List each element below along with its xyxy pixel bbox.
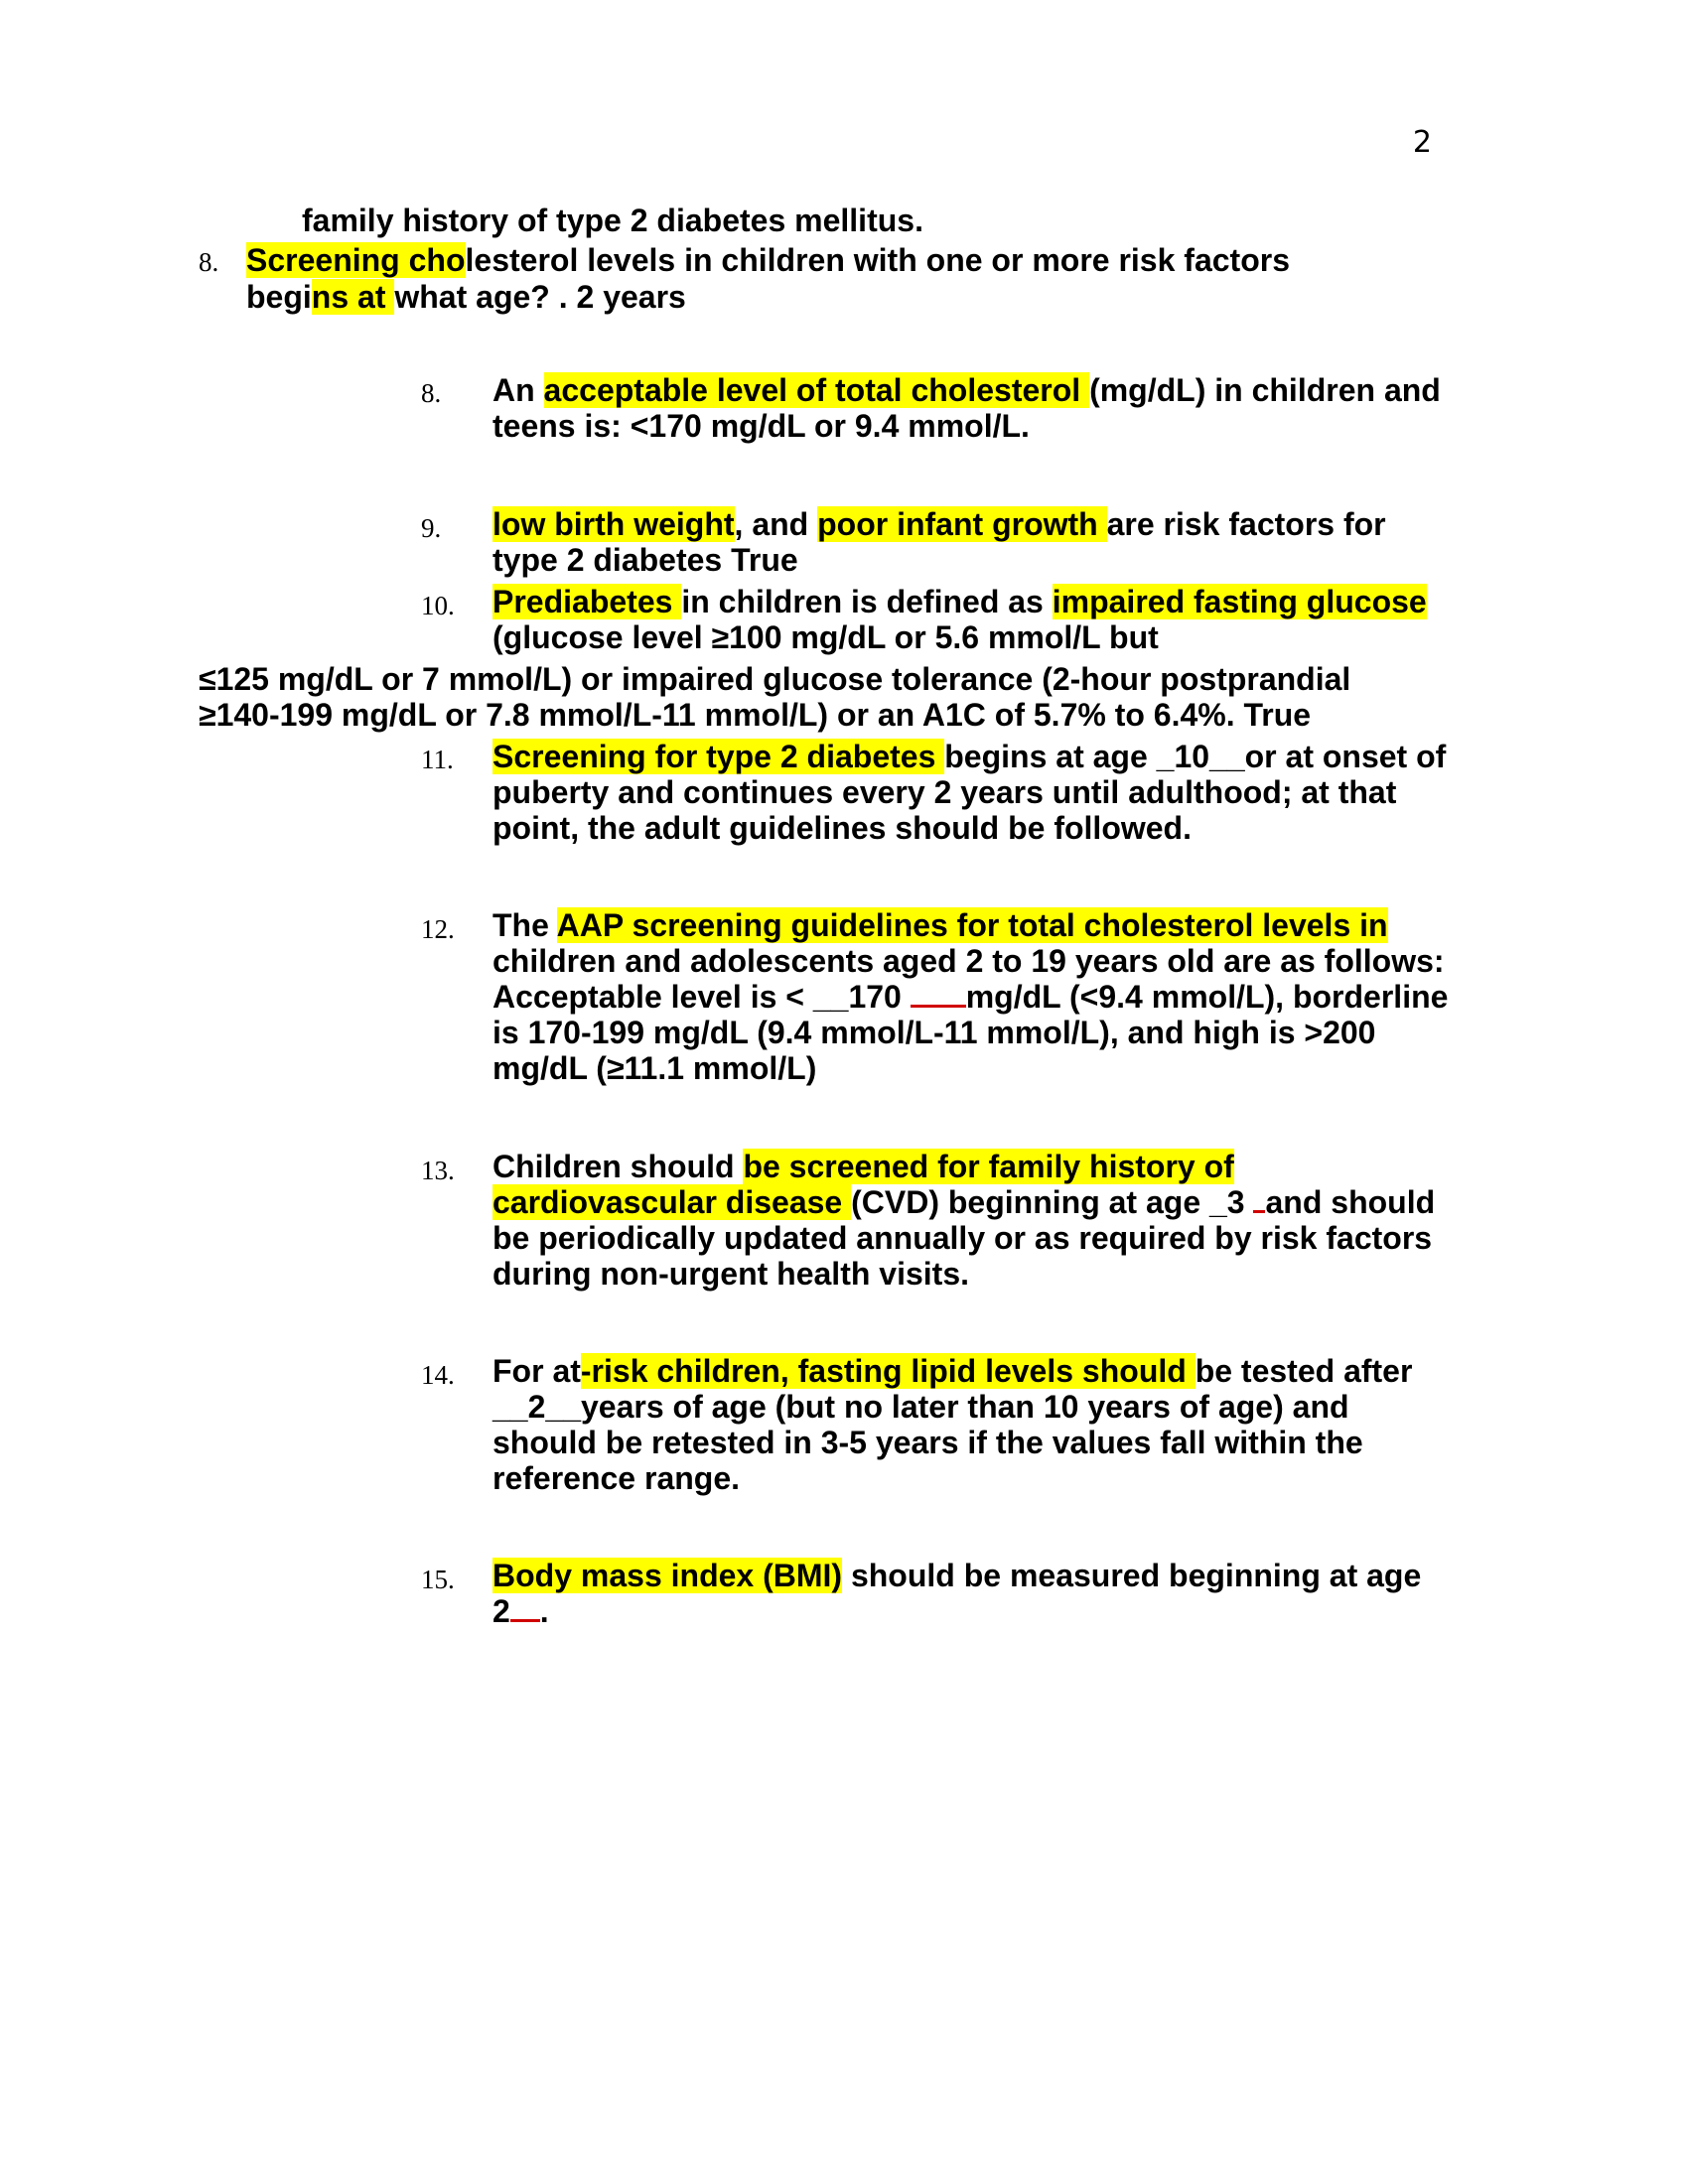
text: mg/dL (<9.4 mmol/L), borderline (965, 979, 1449, 1015)
item-number: 15. (421, 1565, 455, 1594)
text: For at (492, 1353, 581, 1389)
text: begi (246, 279, 312, 315)
item-number: 11. (421, 745, 454, 774)
highlight: cardiovascular disease (492, 1184, 852, 1220)
question-8b-line1 (492, 372, 1441, 408)
highlight: ns at (311, 279, 395, 315)
question-14-line3: should be retested in 3-5 years if the values fall within the (492, 1425, 1363, 1460)
question-11-line1 (492, 739, 1446, 774)
text: Children should (492, 1149, 744, 1184)
text: and should (1265, 1184, 1436, 1220)
red-underline-blank (1253, 1184, 1265, 1213)
question-14-line4: reference range. (492, 1460, 741, 1496)
text: what age? . 2 years (394, 279, 686, 315)
text: lesterol levels in children with one or more risk factors (465, 242, 1290, 278)
question-10-line4: ≥140-199 mg/dL or 7.8 mmol/L-11 mmol/L) or an A1C of 5.7% to 6.4%. True (199, 697, 1312, 733)
highlight: Screening for type 2 diabetes (492, 739, 945, 774)
question-12-line4: is 170-199 mg/dL (9.4 mmol/L-11 mmol/L), and high is >200 (492, 1015, 1376, 1050)
question-10-line3: ≤125 mg/dL or 7 mmol/L) or impaired glucose tolerance (2-hour postprandial (199, 661, 1351, 697)
highlight: poor infant growth (817, 506, 1107, 542)
question-14-line2: __2__years of age (but no later than 10 years of age) and (492, 1389, 1349, 1425)
question-8a-line1 (246, 242, 1290, 278)
text: in children is defined as (681, 584, 1053, 619)
item-number: 13. (421, 1156, 455, 1185)
question-12-line1 (492, 907, 1388, 943)
item-number: 12. (421, 914, 455, 944)
question-10-line2: (glucose level ≥100 mg/dL or 5.6 mmol/L but (492, 619, 1159, 655)
item-number: 10. (421, 591, 455, 620)
question-11-line3: point, the adult guidelines should be followed. (492, 810, 1192, 846)
text: should be measured beginning at age (842, 1558, 1422, 1593)
question-11-line2: puberty and continues every 2 years until adulthood; at that (492, 774, 1397, 810)
question-13-line3: be periodically updated annually or as required by risk factors (492, 1220, 1433, 1256)
question-8a-line2 (246, 279, 686, 315)
text: , and (734, 506, 818, 542)
text: begins at age _10__or at onset of (944, 739, 1447, 774)
highlight: be screened for family history of (743, 1149, 1234, 1184)
question-14-line1 (492, 1353, 1412, 1389)
highlight: low birth weight (492, 506, 735, 542)
question-9-line2: type 2 diabetes True (492, 542, 798, 578)
text: be tested after (1195, 1353, 1413, 1389)
highlight: AAP screening guidelines for total cholesterol levels in (556, 907, 1388, 943)
text: Acceptable level is < __170 (492, 979, 911, 1015)
page-number: 2 (1412, 125, 1432, 160)
text: (mg/dL) in children and (1089, 372, 1441, 408)
highlight: impaired fasting glucose (1052, 584, 1427, 619)
item-number: 14. (421, 1360, 455, 1390)
text: . (539, 1593, 549, 1629)
red-underline-blank (911, 979, 966, 1008)
question-10-line1 (492, 584, 1427, 619)
item-number: 8. (421, 378, 442, 408)
highlight: acceptable level of total cholesterol (543, 372, 1090, 408)
question-13-line4: during non-urgent health visits. (492, 1256, 969, 1292)
highlight: -risk children, fasting lipid levels should (580, 1353, 1196, 1389)
intro-line: family history of type 2 diabetes mellitus. (302, 203, 923, 238)
red-underline-blank (510, 1593, 540, 1622)
question-8b-line2: teens is: <170 mg/dL or 9.4 mmol/L. (492, 408, 1030, 444)
text: An (492, 372, 544, 408)
question-13-line1 (492, 1149, 1234, 1184)
question-12-line3 (492, 979, 1448, 1015)
question-13-line2 (492, 1184, 1435, 1220)
question-9-line1 (492, 506, 1386, 542)
highlight: Screening cho (246, 242, 466, 278)
item-number: 8. (199, 247, 219, 277)
text: are risk factors for (1106, 506, 1386, 542)
text: (CVD) beginning at age _3 (851, 1184, 1254, 1220)
text: 2 (492, 1593, 510, 1629)
highlight: Prediabetes (492, 584, 682, 619)
item-number: 9. (421, 513, 442, 543)
question-12-line2: children and adolescents aged 2 to 19 years old are as follows: (492, 943, 1445, 979)
question-15-line1 (492, 1558, 1421, 1593)
question-15-line2 (492, 1593, 549, 1629)
question-12-line5: mg/dL (≥11.1 mmol/L) (492, 1050, 817, 1086)
text: The (492, 907, 557, 943)
highlight: Body mass index (BMI) (492, 1558, 843, 1593)
